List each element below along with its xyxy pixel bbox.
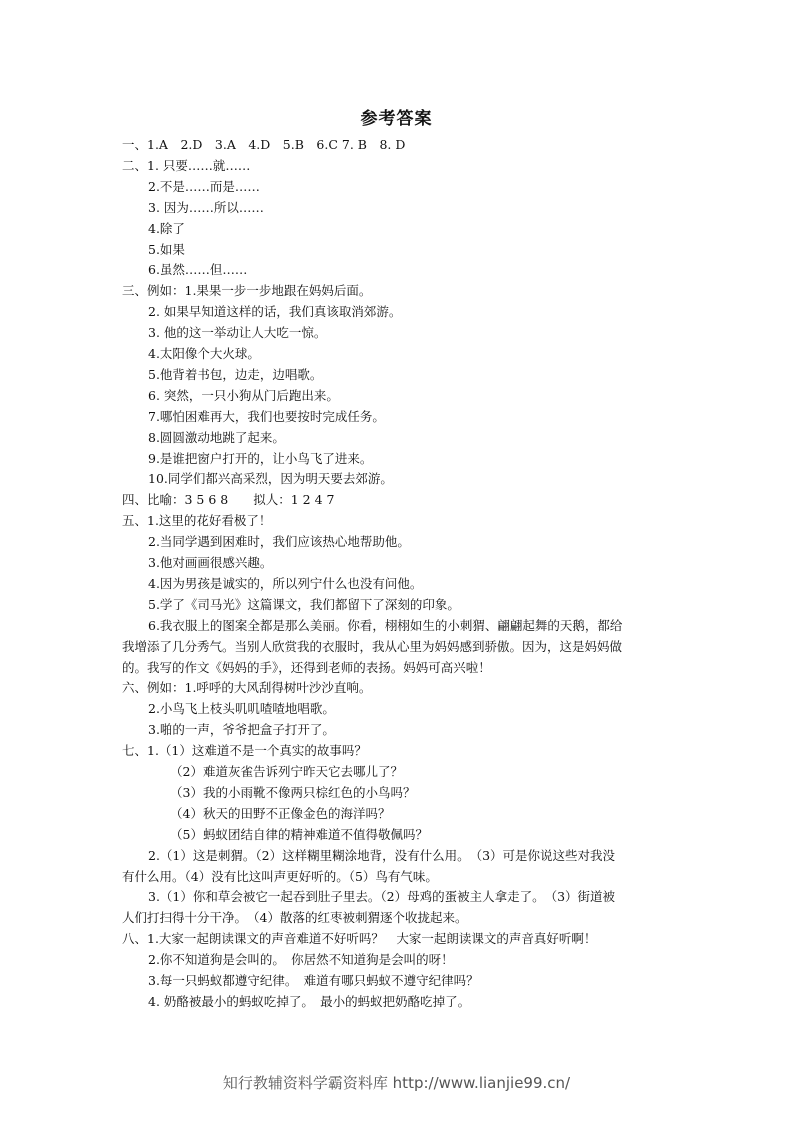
answer-line: 2.当同学遇到困难时，我们应该热心地帮助他。 — [148, 534, 410, 550]
answer-line: （4）秋天的田野不正像金色的海洋吗？ — [170, 805, 391, 821]
answer-line: 4.因为男孩是诚实的，所以列宁什么也没有问他。 — [148, 575, 423, 591]
answer-line: 5.他背着书包，边走，边唱歌。 — [148, 366, 323, 382]
answer-line: 七、1.（1）这难道不是一个真实的故事吗？ — [122, 743, 367, 759]
answer-line: 5.学了《司马光》这篇课文，我们都留下了深刻的印象。 — [148, 596, 460, 612]
answer-line: 2.不是……而是…… — [148, 178, 260, 194]
answer-line: 人们打扫得十分干净。 （4）散落的红枣被刺猬逐个收拢起来。 — [122, 910, 468, 926]
answer-line: 3.他对画画很感兴趣。 — [148, 555, 273, 570]
answer-line: 7.哪怕困难再大，我们也要按时完成任务。 — [148, 408, 385, 424]
answer-line: 八、1.大家一起朗读课文的声音难道不好听吗？ 大家一起朗读课文的声音真好听啊！ — [122, 931, 597, 947]
answer-line: 4. 奶酪被最小的蚂蚁吃掉了。 最小的蚂蚁把奶酪吃掉了。 — [148, 993, 471, 1009]
answer-line: （2）难道灰雀告诉列宁昨天它去哪儿了？ — [170, 764, 403, 779]
answer-line: 3. 因为……所以…… — [148, 199, 264, 215]
answer-line: 的。我写的作文《妈妈的手》，还得到老师的表扬。妈妈可高兴啦！ — [122, 659, 491, 675]
footer-watermark: 知行教辅资料学霸资料库 http://www.lianjie99.cn/ — [222, 1074, 571, 1092]
answer-line: （3）我的小雨靴不像两只棕红色的小鸟吗？ — [170, 784, 416, 800]
answer-line: 3.（1）你和草会被它一起吞到肚子里去。（2）母鸡的蛋被主人拿走了。 （3）街道被 — [148, 889, 616, 905]
answer-line: 10.同学们都兴高采烈，因为明天要去郊游。 — [148, 471, 393, 487]
answer-line: 2.你不知道狗是会叫的。 你居然不知道狗是会叫的呀！ — [148, 952, 454, 968]
answer-line: 3.每一只蚂蚁都遵守纪律。 难道有哪只蚂蚁不遵守纪律吗？ — [148, 973, 479, 988]
answer-line: （5）蚂蚁团结自律的精神难道不值得敬佩吗？ — [170, 826, 428, 842]
answer-line: 有什么用。（4）没有比这叫声更好听的。（5）鸟有气味。 — [122, 868, 438, 884]
answer-line: 6.我衣服上的图案全都是那么美丽。你看，栩栩如生的小刺猬、翩翩起舞的天鹅，都给 — [148, 617, 623, 633]
answer-line: 5.如果 — [148, 241, 185, 257]
answer-line: 2.（1）这是刺猬。（2）这样糊里糊涂地背，没有什么用。 （3）可是你说这些对我没 — [148, 847, 616, 863]
answer-line: 9.是谁把窗户打开的，让小鸟飞了进来。 — [148, 450, 373, 466]
answer-line: 6.虽然……但…… — [148, 262, 248, 278]
page-title: 参考答案 — [360, 109, 433, 129]
answer-line: 4.除了 — [148, 220, 185, 236]
answer-line: 三、例如：1.果果一步一步地跟在妈妈后面。 — [122, 283, 372, 299]
answer-line: 六、例如：1.呼呼的大风刮得树叶沙沙直响。 — [122, 680, 372, 696]
answer-line: 2. 如果早知道这样的话，我们真该取消郊游。 — [148, 304, 402, 320]
answer-line: 8.圆圆激动地跳了起来。 — [148, 429, 285, 445]
answer-line: 四、比喻：3 5 6 8 拟人：1 2 4 7 — [122, 492, 335, 508]
answer-line: 一、1.A 2.D 3.A 4.D 5.B 6.C 7. B 8. D — [122, 137, 406, 152]
answer-line: 2.小鸟飞上枝头叽叽喳喳地唱歌。 — [148, 701, 335, 717]
answer-line: 4.太阳像个大火球。 — [148, 346, 260, 361]
answer-line: 3.啪的一声，爷爷把盒子打开了。 — [148, 722, 335, 738]
answer-line: 五、1.这里的花好看极了！ — [122, 513, 272, 529]
answer-line: 我增添了几分秀气。当别人欣赏我的衣服时，我从心里为妈妈感到骄傲。因为，这是妈妈做 — [122, 638, 623, 654]
answer-line: 6. 突然，一只小狗从门后跑出来。 — [148, 387, 339, 403]
answer-line: 3. 他的这一举动让人大吃一惊。 — [148, 325, 327, 341]
answer-line: 二、1. 只要……就…… — [122, 157, 251, 173]
